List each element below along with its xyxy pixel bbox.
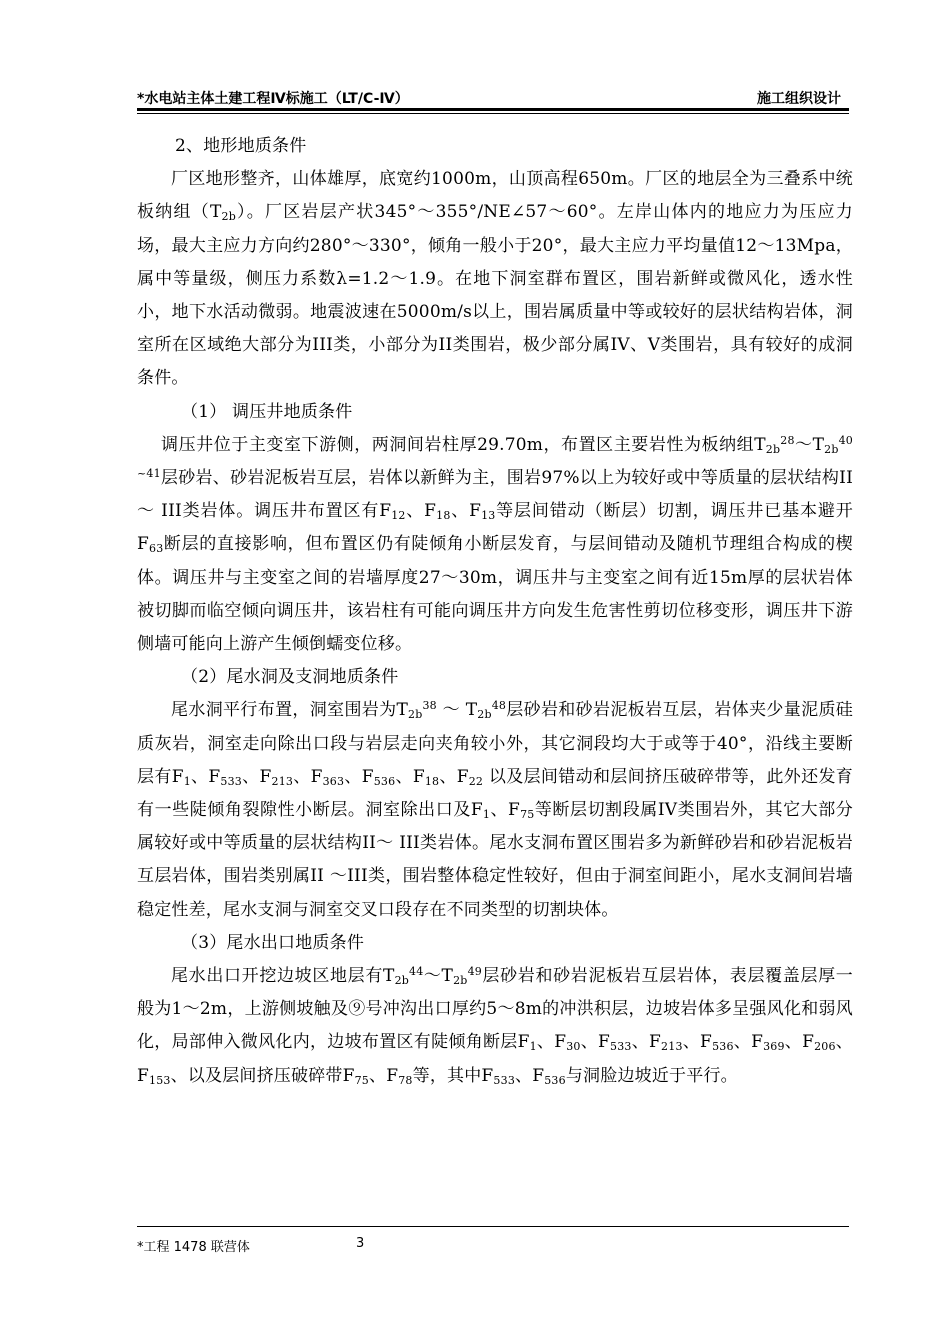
- heading-tailrace-tunnel: （2）尾水洞及支洞地质条件: [181, 667, 399, 688]
- heading-terrain-geology: 2、地形地质条件: [175, 136, 307, 156]
- paragraph-surge-shaft: 调压井位于主变室下游侧，两洞间岩柱厚29.70m，布置区主要岩性为板纳组$T_{2b}^{28}\sim T_{2b}^{40 \sim 41}$层砂岩、砂岩泥板岩互层，岩体以新鲜为主，围岩97%以上为较好或中等质量的层状结构II ～ III类岩体。调压井布置区有$F_{12}$、$F_{18}$、$F_{13}$等层间错动（断层）切割，调压井已基本避开$F_{63}$断层的直接影响，但布置区仍有陡倾角小断层发育，与层间错动及随机节理组合构成的楔体。调压井与主变室之间的岩墙厚度27～30m，调压井与主变室之间有近15m厚的层状岩体被切脚而临空倾向调压井，该岩柱有可能向调压井方向发生危害性剪切位移变形，调压井下游侧墙可能向上游产生倾倒蠕变位移。: [137, 433, 853, 655]
- header-rule-thin: [137, 113, 849, 114]
- paragraph-tailrace-outlet: 尾水出口开挖边坡区地层有$T_{2b}^{44}\sim T_{2b}^{49}$层砂岩和砂岩泥板岩互层岩体，表层覆盖层厚一般为1～2m，上游侧坡触及⑨号冲沟出口厚约5～8m的冲洪积层，边坡岩体多呈强风化和弱风化，局部伸入微风化内，边坡布置区有陡倾角断层$F_1$、$F_{30}$、$F_{533}$、$F_{213}$、$F_{536}$、$F_{369}$、$F_{206}$、$F_{153}$、以及层间挤压破碎带$F_{75}$、$F_{78}$等，其中$F_{533}$、$F_{536}$与洞脸边坡近于平行。: [137, 965, 854, 1087]
- paragraph-plant-area: 厂区地形整齐，山体雄厚，底宽约1000m，山顶高程650m。厂区的地层全为三叠系中统板纳组$(T_{2b})$。厂区岩层产状345°～355°/NE∠57～60°。左岸山体内的地应力为压应力场，最大主应力方向约280°～330°，倾角一般小于20°，最大主应力平均量值12～13Mpa，属中等量级，侧压力系数λ=1.2～1.9。在地下洞室群布置区，围岩新鲜或微风化，透水性小，地下水活动微弱。地震波速在5000m/s以上，围岩属质量中等或较好的层状结构岩体，洞室所在区域绝大部分为III类，小部分为II类围岩，极少部分属IV、V类围岩，具有较好的成洞条件。: [137, 169, 853, 389]
- heading-tailrace-outlet: （3）尾水出口地质条件: [181, 932, 365, 953]
- heading-surge-shaft: （1） 调压井地质条件: [181, 401, 353, 422]
- page-number: 3: [356, 1236, 365, 1251]
- paragraph-tailrace-tunnel: 尾水洞平行布置，洞室围岩为$T_{2b}^{38}$ ～ $T_{2b}^{48}$层砂岩和砂岩泥板岩互层，岩体夹少量泥质硅质灰岩，洞室走向除出口段与岩层走向夹角较小外，其它洞段均大于或等于40°，沿线主要断层有$F_1$、$F_{533}$、$F_{213}$、$F_{363}$、$F_{536}$、$F_{18}$、$F_{22}$ 以及层间错动和层间挤压破碎带等，此外还发育有一些陡倾角裂隙性小断层。洞室除出口及$F_1$、$F_{75}$等断层切割段属IV类围岩外，其它大部分属较好或中等质量的层状结构II～ III类岩体。尾水支洞布置区围岩多为新鲜砂岩和砂岩泥板岩互层岩体，围岩类别属II ～III类，围岩整体稳定性较好，但由于洞室间距小，尾水支洞间岩墙稳定性差，尾水支洞与洞室交叉口段存在不同类型的切割块体。: [137, 699, 854, 920]
- footer-organization: *工程 1478 联营体: [137, 1240, 250, 1255]
- page-footer: [137, 1236, 365, 1255]
- document-body: [137, 130, 853, 1093]
- section-title: 施工组织设计: [757, 91, 841, 107]
- footer-rule: [137, 1226, 849, 1227]
- document-title: *水电站主体土建工程Ⅳ标施工（LT/C-Ⅳ）: [137, 91, 409, 107]
- header-rule-thick: [137, 108, 849, 111]
